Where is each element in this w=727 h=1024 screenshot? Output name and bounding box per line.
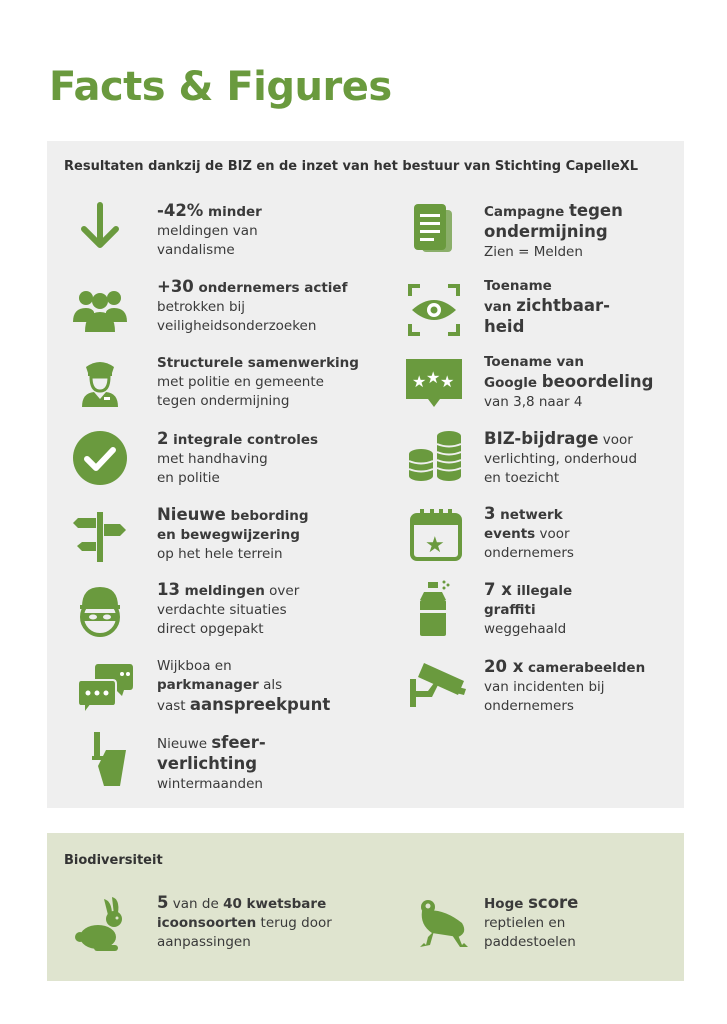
calendar-star-icon [406,505,466,565]
chat-bubbles-icon [76,660,136,720]
svg-text:★: ★ [425,533,445,558]
result-biz-contribution: BIZ-bijdrage voor verlichting, onderhoud en toezicht [484,429,638,486]
result-graffiti: 7 x illegale graffiti weggehaald [484,580,573,637]
police-officer-icon [70,355,130,415]
rating-stars-icon [404,353,464,413]
checkmark-circle-icon [70,428,130,488]
biodiversity-heading: Biodiversiteit [64,853,163,868]
masked-burglar-icon [70,581,130,641]
frog-icon [412,893,472,953]
svg-text:★: ★ [426,368,441,387]
biodiversity-panel [47,833,684,981]
bio-species: 5 van de 40 kwetsbare icoonsoorten terug door aanpassingen [157,893,332,950]
document-icon [404,200,464,260]
result-reports: 13 meldingen over verdachte situaties direct opgepakt [157,580,300,637]
coin-stacks-icon [406,426,466,486]
result-campaign: Campagne tegen ondermijning Zien = Melden [484,201,623,260]
eye-focus-icon [404,280,464,340]
security-camera-icon [406,655,466,715]
result-cooperation: Structurele samenwerking met politie en gemeente tegen ondermijning [157,355,359,409]
result-vandalism: -42% minder meldingen van vandalisme [157,201,262,258]
arrow-down-icon [70,197,130,257]
svg-text:★: ★ [412,372,427,391]
signpost-icon [70,506,130,566]
result-inspections: 2 integrale controles met handhaving en politie [157,429,319,486]
result-contactpoint: Wijkboa en parkmanager als vast aanspreekpunt [157,658,331,714]
result-network-events: 3 netwerk events voor ondernemers [484,504,574,561]
group-people-icon [70,280,130,340]
result-signage: Nieuwe bebording en bewegwijzering op het hele terrein [157,505,309,562]
result-entrepreneurs: +30 ondernemers actief betrokken bij veiligheidsonderzoeken [157,277,348,334]
result-google-rating: Toename van Google beoordeling van 3,8 naar 4 [484,354,654,410]
page-title: Facts & Figures [49,64,392,110]
result-lighting: Nieuwe sfeer- verlichting wintermaanden [157,733,266,792]
street-light-icon [76,730,136,790]
results-heading: Resultaten dankzij de BIZ en de inzet van het bestuur van Stichting CapelleXL [64,159,639,174]
result-camera-footage: 20 x camerabeelden van incidenten bij ondernemers [484,657,646,714]
spray-can-icon [404,578,464,638]
result-visibility: Toename van zichtbaar- heid [484,278,610,336]
svg-text:★: ★ [440,372,455,391]
bio-score: Hoge score reptielen en paddestoelen [484,893,579,950]
rabbit-icon [72,893,132,953]
